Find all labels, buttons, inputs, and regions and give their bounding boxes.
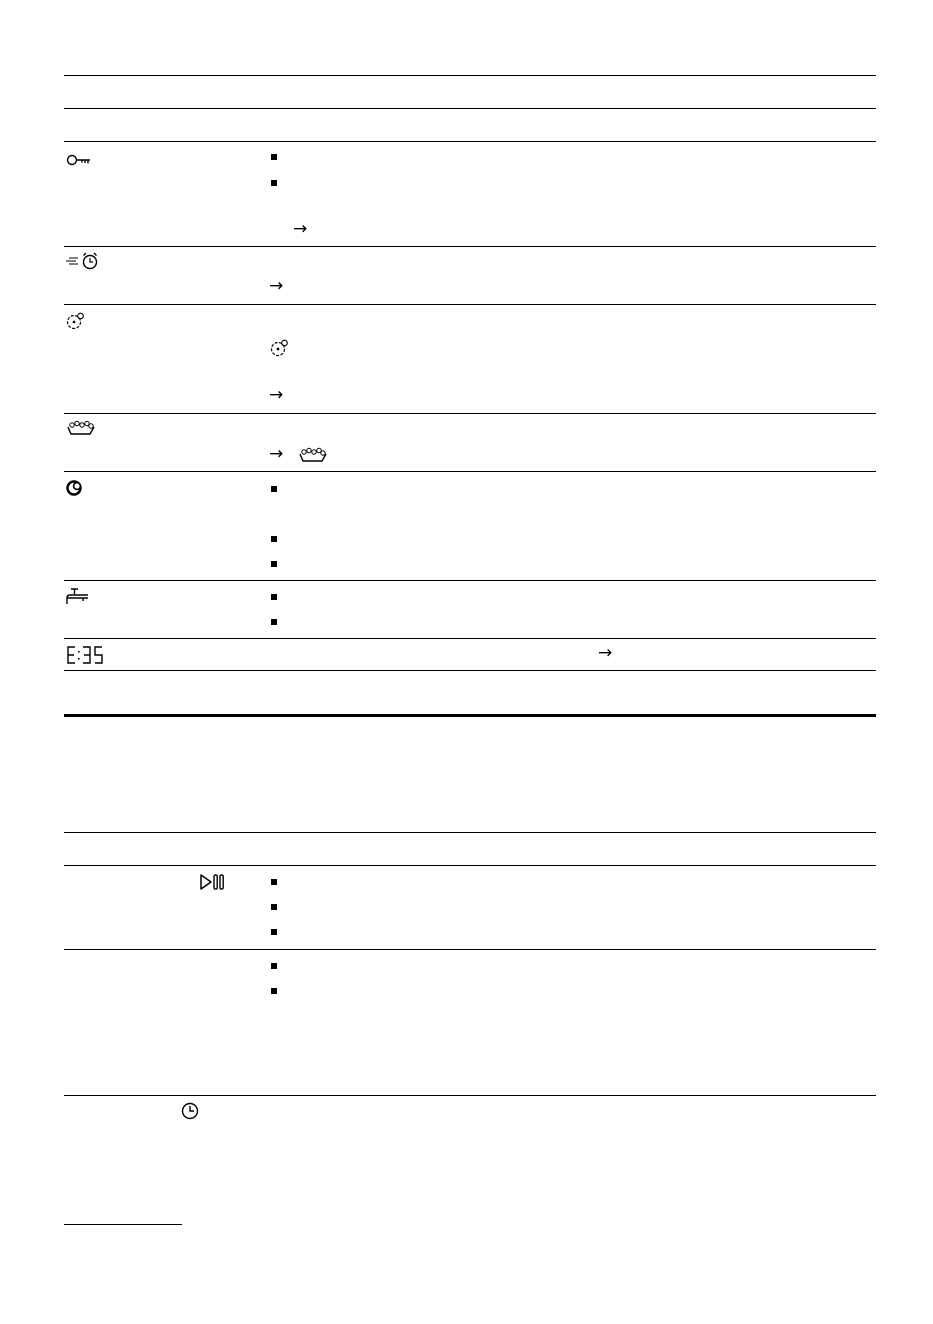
arrow-icon: →	[293, 219, 308, 239]
arrow-icon: →	[598, 643, 613, 663]
row-divider	[64, 141, 876, 142]
footnote-rule	[64, 1224, 182, 1225]
bullet	[271, 619, 277, 625]
table-bottom-rule	[64, 670, 876, 671]
row-divider	[64, 413, 876, 414]
row-divider	[64, 949, 876, 950]
bullet	[271, 594, 277, 600]
spin-cycle-icon	[270, 339, 290, 357]
bullet	[271, 879, 277, 885]
bullet	[271, 988, 277, 994]
section-separator	[64, 714, 876, 717]
row-divider	[64, 304, 876, 305]
water-tap-icon	[66, 587, 90, 605]
bullet	[271, 536, 277, 542]
drum-clean-icon	[66, 479, 84, 497]
arrow-icon: →	[269, 385, 284, 405]
foam-basin-icon	[298, 447, 328, 463]
delay-alarm-icon	[66, 252, 100, 270]
bullet	[271, 561, 277, 567]
arrow-icon: →	[269, 444, 284, 464]
spin-cycle-icon	[66, 312, 86, 330]
table-top-rule	[64, 832, 876, 833]
table-header-rule	[64, 108, 876, 109]
table-top-rule	[64, 75, 876, 76]
row-divider	[64, 471, 876, 472]
bullet	[271, 929, 277, 935]
foam-basin-icon	[66, 420, 96, 436]
row-divider	[64, 638, 876, 639]
bullet	[271, 963, 277, 969]
clock-icon	[181, 1102, 199, 1120]
bullet	[271, 904, 277, 910]
row-divider	[64, 580, 876, 581]
bullet	[271, 486, 277, 492]
bullet	[271, 154, 277, 160]
key-icon	[66, 154, 92, 166]
row-divider	[64, 1095, 876, 1096]
row-divider	[64, 246, 876, 247]
table-header-rule	[64, 865, 876, 866]
error-code-display	[66, 645, 106, 665]
arrow-icon: →	[269, 276, 284, 296]
play-pause-icon	[199, 873, 227, 891]
bullet	[271, 180, 277, 186]
